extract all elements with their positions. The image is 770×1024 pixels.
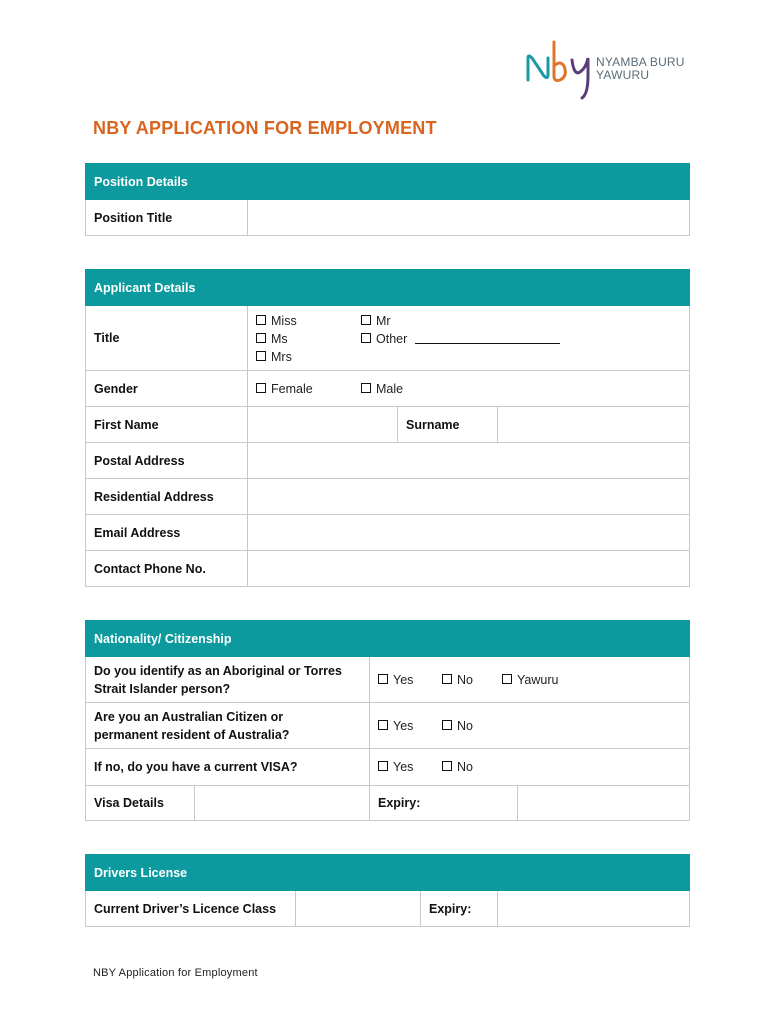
position-details-header: Position Details bbox=[86, 164, 690, 200]
surname-label: Surname bbox=[398, 407, 498, 443]
visa-options bbox=[370, 749, 690, 786]
aboriginal-option-yawuru[interactable]: Yawuru bbox=[502, 673, 558, 687]
checkbox-icon[interactable] bbox=[361, 383, 371, 393]
postal-address-label: Postal Address bbox=[86, 443, 248, 479]
contact-phone-label: Contact Phone No. bbox=[86, 551, 248, 587]
visa-expiry-label: Expiry: bbox=[370, 786, 518, 821]
position-title-field[interactable] bbox=[248, 200, 690, 236]
aboriginal-option-no[interactable]: No bbox=[442, 673, 502, 687]
licence-expiry-label: Expiry: bbox=[421, 891, 498, 927]
residential-address-label: Residential Address bbox=[86, 479, 248, 515]
visa-option-no[interactable]: No bbox=[442, 760, 473, 774]
other-title-input[interactable] bbox=[415, 333, 560, 344]
checkbox-icon[interactable] bbox=[378, 674, 388, 684]
checkbox-icon[interactable] bbox=[442, 674, 452, 684]
position-title-label: Position Title bbox=[86, 200, 248, 236]
first-name-label: First Name bbox=[86, 407, 248, 443]
nby-logo-mark-icon bbox=[522, 36, 596, 102]
checkbox-icon[interactable] bbox=[502, 674, 512, 684]
title-option-miss[interactable]: Miss bbox=[256, 312, 361, 330]
citizen-option-no[interactable]: No bbox=[442, 719, 473, 733]
gender-options bbox=[248, 371, 690, 407]
checkbox-icon[interactable] bbox=[361, 333, 371, 343]
title-label: Title bbox=[86, 306, 248, 371]
logo-text bbox=[596, 56, 685, 82]
residential-address-field[interactable] bbox=[248, 479, 690, 515]
logo-line-2: YAWURU bbox=[596, 68, 650, 82]
applicant-details-header: Applicant Details bbox=[86, 270, 690, 306]
citizen-question: Are you an Australian Citizen or permanent resident of Australia? bbox=[86, 703, 370, 749]
licence-class-field[interactable] bbox=[296, 891, 421, 927]
checkbox-icon[interactable] bbox=[256, 333, 266, 343]
checkbox-icon[interactable] bbox=[256, 383, 266, 393]
aboriginal-option-yes[interactable]: Yes bbox=[378, 673, 442, 687]
gender-option-female[interactable]: Female bbox=[256, 382, 361, 396]
checkbox-icon[interactable] bbox=[378, 761, 388, 771]
title-option-other[interactable]: Other bbox=[361, 330, 560, 348]
title-option-ms[interactable]: Ms bbox=[256, 330, 361, 348]
licence-expiry-field[interactable] bbox=[498, 891, 690, 927]
title-option-mrs[interactable]: Mrs bbox=[256, 348, 361, 366]
surname-field[interactable] bbox=[498, 407, 690, 443]
checkbox-icon[interactable] bbox=[378, 720, 388, 730]
email-address-field[interactable] bbox=[248, 515, 690, 551]
citizen-option-yes[interactable]: Yes bbox=[378, 719, 442, 733]
citizen-options bbox=[370, 703, 690, 749]
contact-phone-field[interactable] bbox=[248, 551, 690, 587]
applicant-details-table bbox=[85, 269, 690, 587]
checkbox-icon[interactable] bbox=[442, 761, 452, 771]
nationality-table bbox=[85, 620, 690, 821]
title-options bbox=[248, 306, 690, 371]
visa-details-field[interactable] bbox=[195, 786, 370, 821]
title-option-mr[interactable]: Mr bbox=[361, 312, 560, 330]
nationality-header: Nationality/ Citizenship bbox=[86, 621, 690, 657]
first-name-field[interactable] bbox=[248, 407, 398, 443]
checkbox-icon[interactable] bbox=[256, 351, 266, 361]
postal-address-field[interactable] bbox=[248, 443, 690, 479]
visa-option-yes[interactable]: Yes bbox=[378, 760, 442, 774]
gender-label: Gender bbox=[86, 371, 248, 407]
logo-line-1: NYAMBA BURU bbox=[596, 55, 685, 69]
licence-class-label: Current Driver’s Licence Class bbox=[86, 891, 296, 927]
checkbox-icon[interactable] bbox=[256, 315, 266, 325]
drivers-license-header: Drivers License bbox=[86, 855, 690, 891]
aboriginal-options bbox=[370, 657, 690, 703]
page-title: NBY APPLICATION FOR EMPLOYMENT bbox=[93, 118, 437, 138]
visa-details-label: Visa Details bbox=[86, 786, 195, 821]
nby-logo bbox=[522, 36, 692, 102]
visa-question: If no, do you have a current VISA? bbox=[86, 749, 370, 786]
email-address-label: Email Address bbox=[86, 515, 248, 551]
page-footer: NBY Application for Employment bbox=[93, 967, 258, 979]
position-details-table bbox=[85, 163, 690, 236]
visa-expiry-field[interactable] bbox=[518, 786, 690, 821]
checkbox-icon[interactable] bbox=[361, 315, 371, 325]
gender-option-male[interactable]: Male bbox=[361, 382, 403, 396]
checkbox-icon[interactable] bbox=[442, 720, 452, 730]
aboriginal-question: Do you identify as an Aboriginal or Torres Strait Islander person? bbox=[86, 657, 370, 703]
drivers-license-table bbox=[85, 854, 690, 927]
